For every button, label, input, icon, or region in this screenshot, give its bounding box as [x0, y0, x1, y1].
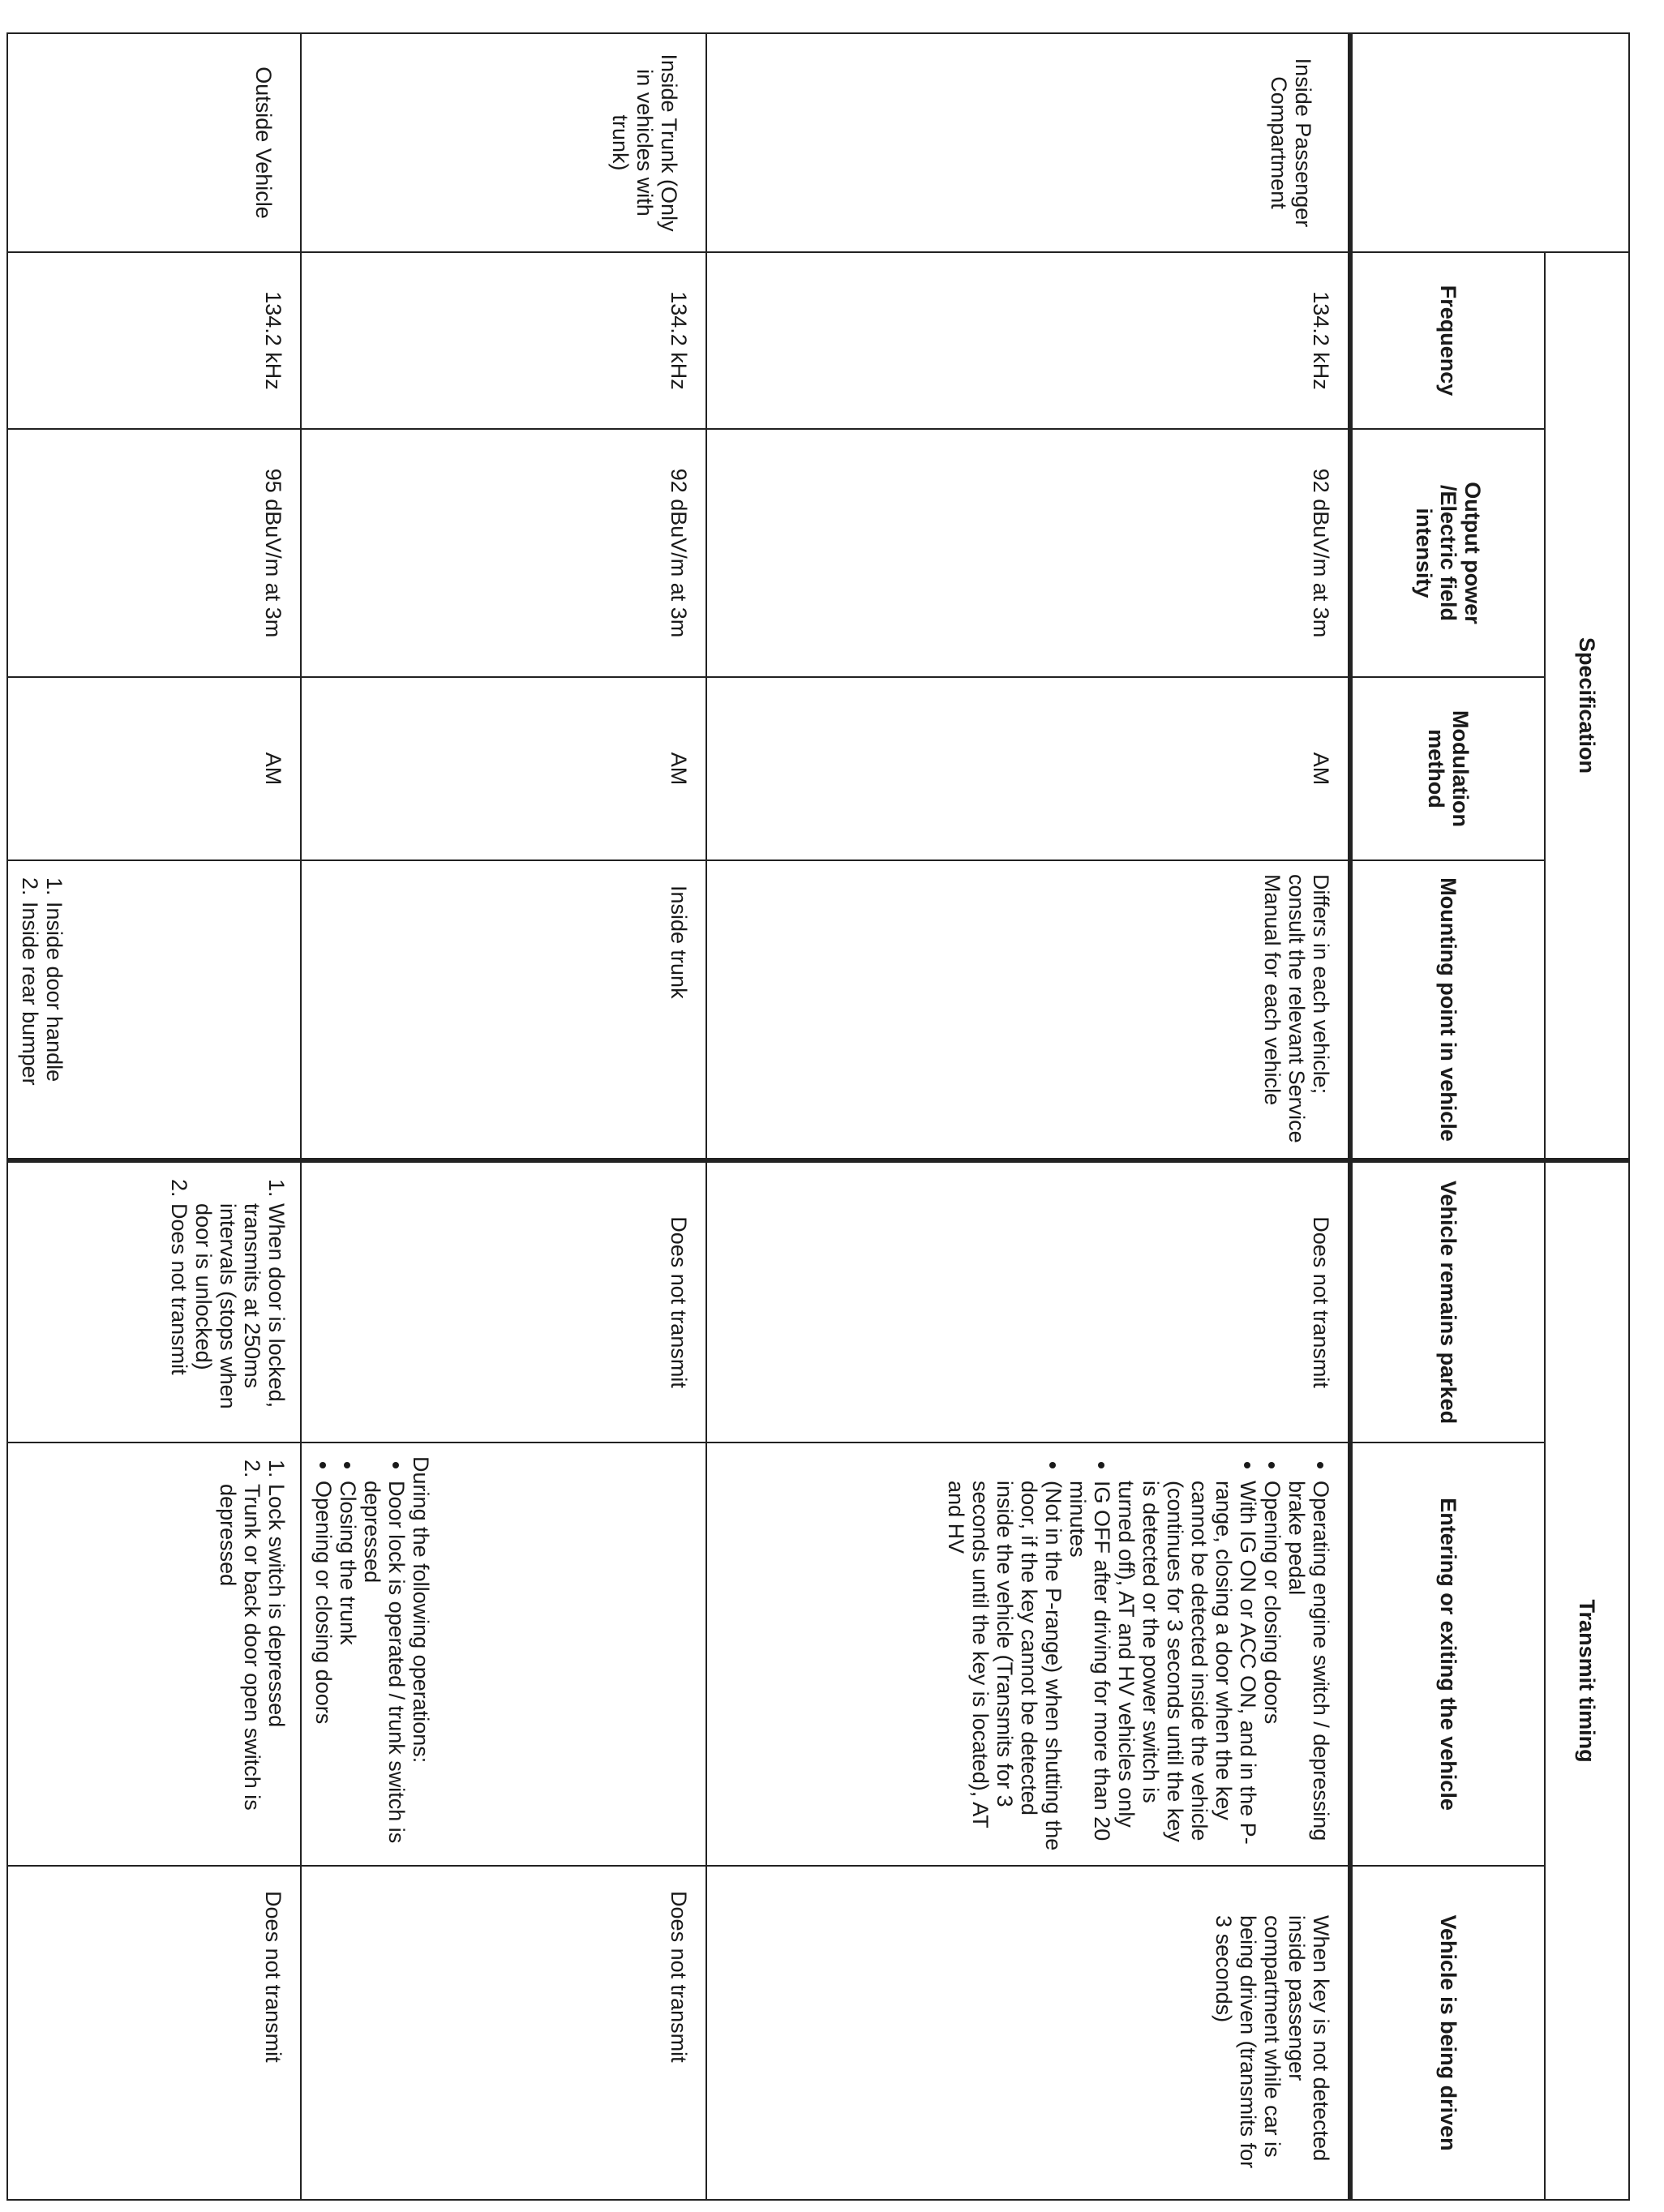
outside-entering	[7, 1443, 301, 1866]
transmit-timing-header: Transmit timing	[1545, 1160, 1629, 2200]
list-item: • IG OFF after driving for more than 20 minutes	[1066, 1481, 1114, 1852]
passenger-entering	[706, 1443, 1350, 1866]
modulation-header: Modulation method	[1350, 677, 1545, 860]
list-item: • Opening or closing doors	[1260, 1481, 1284, 1852]
frequency-header: Frequency	[1350, 252, 1545, 429]
output-power-header: Output power /Electric field intensity	[1350, 429, 1545, 677]
passenger-driven: When key is not detected inside passenger compartment while car is being driven (transmits for 3 seconds)	[706, 1866, 1350, 2200]
table-row	[706, 33, 1350, 2200]
trunk-output-power: 92 dBuV/m at 3m	[301, 429, 706, 677]
trunk-mounting: Inside trunk	[301, 860, 706, 1160]
row-label-trunk: Inside Trunk (Only in vehicles with trunk)	[301, 33, 706, 252]
transmitter-spec-table	[6, 32, 1630, 2201]
list-item: • (Not in the P-range) when shutting the door, if the key cannot be detected inside the vehicle (Transmits for 3 seconds until the key is located), AT and HV	[944, 1481, 1066, 1852]
list-item: 1. Inside door handle	[42, 902, 66, 1145]
mounting-header: Mounting point in vehicle	[1350, 860, 1545, 1160]
passenger-frequency: 134.2 kHz	[706, 252, 1350, 429]
trunk-driven: Does not transmit	[301, 1866, 706, 2200]
table-row	[7, 33, 301, 2200]
outside-parked	[7, 1160, 301, 1443]
outside-mounting	[7, 860, 301, 1160]
specification-header: Specification	[1545, 252, 1629, 1160]
trunk-modulation: AM	[301, 677, 706, 860]
trunk-entering-list	[311, 1456, 409, 1852]
passenger-output-power: 92 dBuV/m at 3m	[706, 429, 1350, 677]
outside-driven: Does not transmit	[7, 1866, 301, 2200]
passenger-modulation: AM	[706, 677, 1350, 860]
row-label-passenger: Inside Passenger Compartment	[706, 33, 1350, 252]
list-item: 2. Does not transmit	[167, 1203, 191, 1429]
table-row	[301, 33, 706, 2200]
outside-output-power: 95 dBuV/m at 3m	[7, 429, 301, 677]
list-item: • With IG ON or ACC ON, and in the P-range, closing a door when the key cannot be detected inside the vehicle (continues for 3 seconds until the key is detected or the power switch is turned off), AT and HV vehicles only	[1114, 1481, 1260, 1852]
corner-cell	[1350, 33, 1629, 252]
trunk-entering-intro: During the following operations:	[409, 1456, 433, 1764]
list-item: • Door lock is operated / trunk switch is depressed	[360, 1481, 409, 1852]
trunk-parked: Does not transmit	[301, 1160, 706, 1443]
list-item: 1. When door is locked, transmits at 250ms intervals (stops when door is unlocked)	[191, 1203, 289, 1429]
outside-modulation: AM	[7, 677, 301, 860]
passenger-mounting: Differs in each vehicle; consult the relevant Service Manual for each vehicle	[706, 860, 1350, 1160]
passenger-entering-list	[944, 1456, 1333, 1852]
outside-entering-list	[216, 1456, 289, 1852]
driven-header: Vehicle is being driven	[1350, 1866, 1545, 2200]
outside-frequency: 134.2 kHz	[7, 252, 301, 429]
trunk-entering	[301, 1443, 706, 1866]
list-item: • Operating engine switch / depressing brake pedal	[1284, 1481, 1333, 1852]
parked-header: Vehicle remains parked	[1350, 1160, 1545, 1443]
outside-parked-list	[167, 1176, 289, 1429]
list-item: 1. Lock switch is depressed	[264, 1484, 289, 1852]
passenger-parked: Does not transmit	[706, 1160, 1350, 1443]
entering-header: Entering or exiting the vehicle	[1350, 1443, 1545, 1866]
list-item: 2. Trunk or back door open switch is depressed	[216, 1484, 264, 1852]
row-label-outside: Outside Vehicle	[7, 33, 301, 252]
list-item: • Opening or closing doors	[311, 1481, 336, 1852]
outside-mounting-list	[18, 874, 66, 1145]
trunk-frequency: 134.2 kHz	[301, 252, 706, 429]
list-item: 2. Inside rear bumper	[18, 902, 42, 1145]
list-item: • Closing the trunk	[336, 1481, 360, 1852]
